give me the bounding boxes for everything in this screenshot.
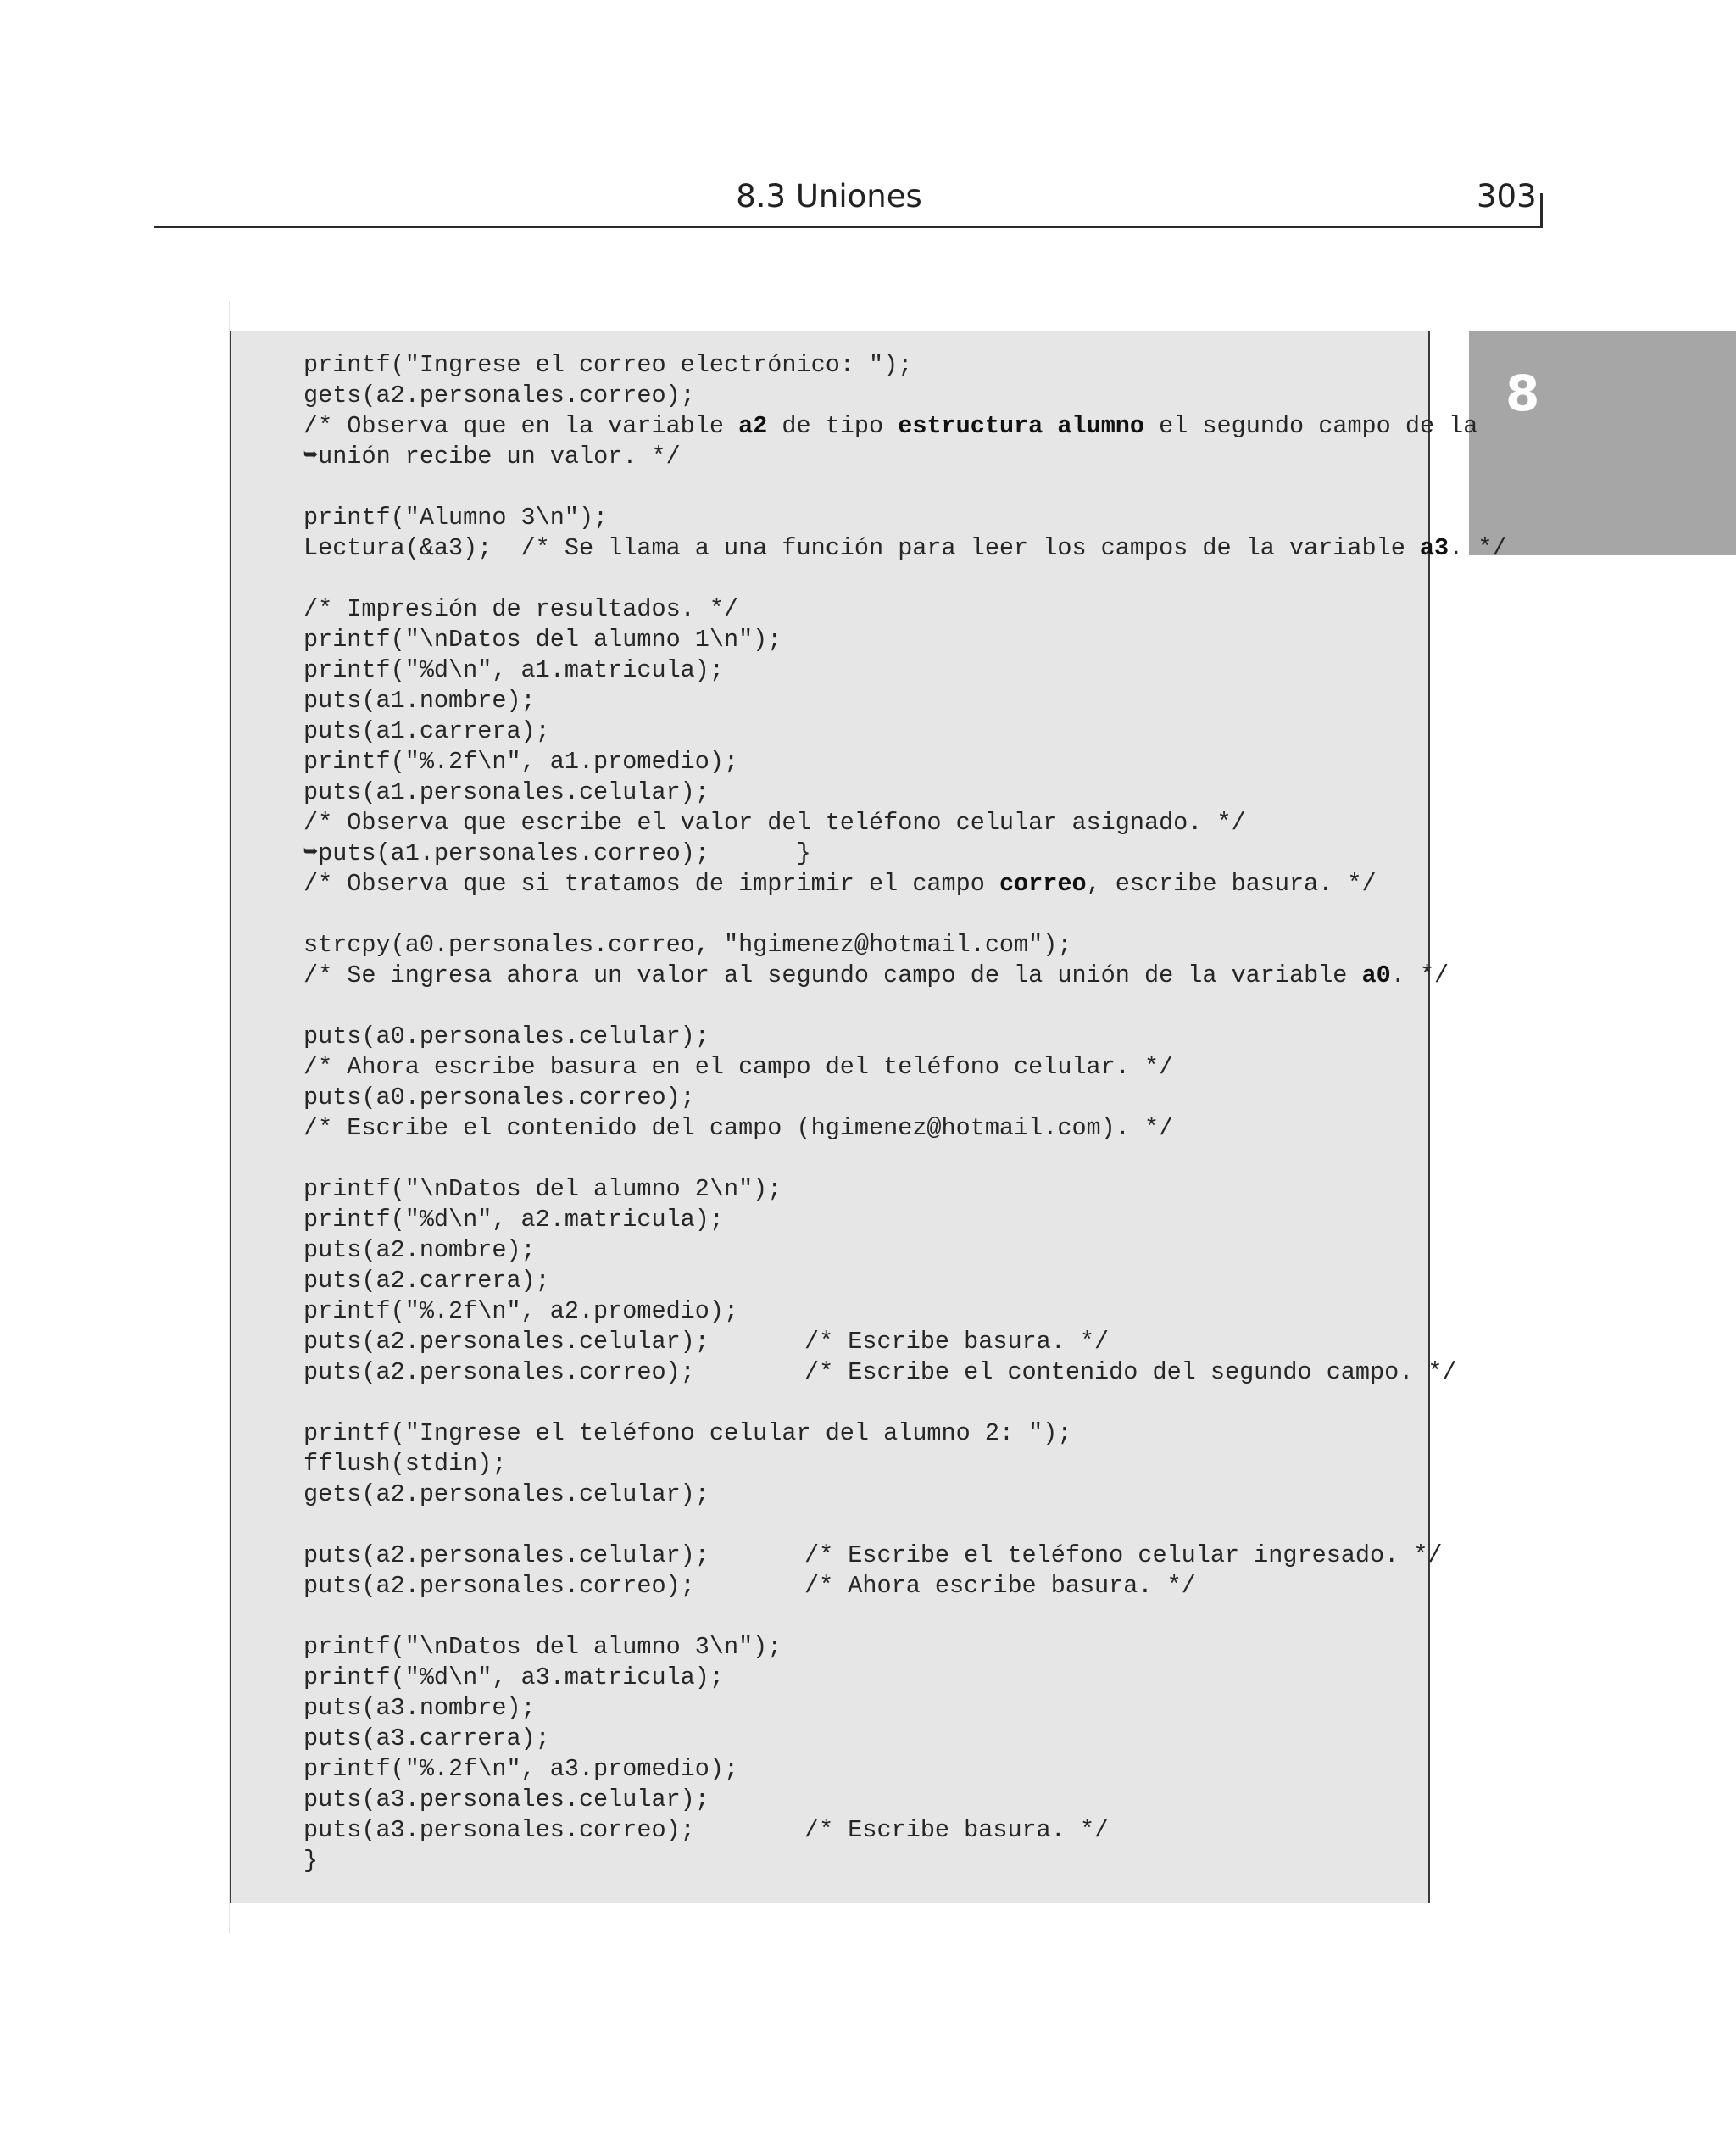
code-line: strcpy(a0.personales.correo, "hgimenez@hotmail.com"); xyxy=(303,931,1072,959)
code-line: /* Se ingresa ahora un valor al segundo campo de la unión de la variable a0. */ xyxy=(303,961,1449,989)
code-line: puts(a2.carrera); xyxy=(303,1267,550,1295)
code-comment: /* Escribe el contenido del segundo campo. */ xyxy=(804,1358,1457,1386)
code-line: fflush(stdin); xyxy=(303,1450,507,1478)
code-line: puts(a1.carrera); xyxy=(303,717,550,745)
header-tick xyxy=(1540,193,1543,228)
code-line: puts(a2.personales.celular); xyxy=(303,1541,709,1569)
code-line: printf("%.2f\n", a2.promedio); xyxy=(303,1297,739,1325)
code-line: printf("%d\n", a1.matricula); xyxy=(303,656,724,684)
code-comment: /* Ahora escribe basura. */ xyxy=(804,1572,1196,1600)
section-title: 8.3 Uniones xyxy=(736,178,922,214)
code-line: gets(a2.personales.celular); xyxy=(303,1480,709,1508)
bold-identifier: a3 xyxy=(1419,534,1449,562)
code-line: printf("\nDatos del alumno 3\n"); xyxy=(303,1633,782,1661)
code-line: puts(a2.personales.celular); xyxy=(303,1328,709,1356)
page-number: 303 xyxy=(1477,178,1537,214)
code-line: printf("%d\n", a2.matricula); xyxy=(303,1206,724,1234)
continuation-arrow-icon: ➥ xyxy=(303,839,319,867)
continuation-arrow-icon: ➥ xyxy=(303,443,319,471)
code-line: printf("Ingrese el correo electrónico: "); xyxy=(303,351,913,379)
code-line: puts(a1.personales.celular); xyxy=(303,778,709,806)
code-line: printf("%d\n", a3.matricula); xyxy=(303,1663,724,1691)
code-line: printf("Alumno 3\n"); xyxy=(303,504,609,532)
code-line: /* Escribe el contenido del campo (hgimenez@hotmail.com). */ xyxy=(303,1114,1174,1142)
code-line: ➥unión recibe un valor. */ xyxy=(303,443,681,471)
code-line: puts(a3.nombre); xyxy=(303,1694,536,1722)
code-line: /* Impresión de resultados. */ xyxy=(303,595,739,623)
code-comment: /* Escribe el teléfono celular ingresado. */ xyxy=(804,1541,1443,1569)
code-line: /* Ahora escribe basura en el campo del teléfono celular. */ xyxy=(303,1053,1174,1081)
code-line: puts(a3.personales.celular); xyxy=(303,1786,709,1813)
code-line: Lectura(&a3); /* Se llama a una función para leer los campos de la variable a3. */ xyxy=(303,534,1507,562)
code-line: /* Observa que escribe el valor del teléfono celular asignado. */ xyxy=(303,809,1246,837)
bold-identifier: correo xyxy=(999,870,1087,898)
code-line: ➥puts(a1.personales.correo); } xyxy=(303,839,811,867)
chapter-number: 8 xyxy=(1505,365,1540,422)
code-line: printf("\nDatos del alumno 1\n"); xyxy=(303,626,782,654)
code-line: printf("%.2f\n", a3.promedio); xyxy=(303,1755,739,1783)
code-comment: /* Escribe basura. */ xyxy=(804,1328,1110,1356)
code-line: puts(a0.personales.correo); xyxy=(303,1084,695,1111)
code-line: puts(a3.carrera); xyxy=(303,1724,550,1752)
code-line: /* Observa que si tratamos de imprimir el campo correo, escribe basura. */ xyxy=(303,870,1377,898)
code-line: /* Observa que en la variable a2 de tipo estructura alumno el segundo campo de la xyxy=(303,412,1478,440)
code-comment: /* Escribe basura. */ xyxy=(804,1816,1110,1844)
code-line: printf("\nDatos del alumno 2\n"); xyxy=(303,1175,782,1203)
code-line: puts(a2.personales.correo); xyxy=(303,1358,695,1386)
bold-identifier: a0 xyxy=(1361,961,1391,989)
code-line: gets(a2.personales.correo); xyxy=(303,382,695,409)
code-line: } xyxy=(303,1847,319,1875)
code-line: puts(a0.personales.celular); xyxy=(303,1022,709,1050)
code-line: puts(a1.nombre); xyxy=(303,687,536,715)
code-line: puts(a3.personales.correo); xyxy=(303,1816,695,1844)
bold-identifier: a2 xyxy=(738,412,768,440)
header-rule xyxy=(154,226,1543,228)
code-line: printf("Ingrese el teléfono celular del alumno 2: "); xyxy=(303,1419,1072,1447)
bold-identifier: estructura alumno xyxy=(898,412,1144,440)
code-line: puts(a2.nombre); xyxy=(303,1236,536,1264)
page-header xyxy=(0,0,1736,237)
code-line: printf("%.2f\n", a1.promedio); xyxy=(303,748,739,776)
code-line: puts(a2.personales.correo); xyxy=(303,1572,695,1600)
